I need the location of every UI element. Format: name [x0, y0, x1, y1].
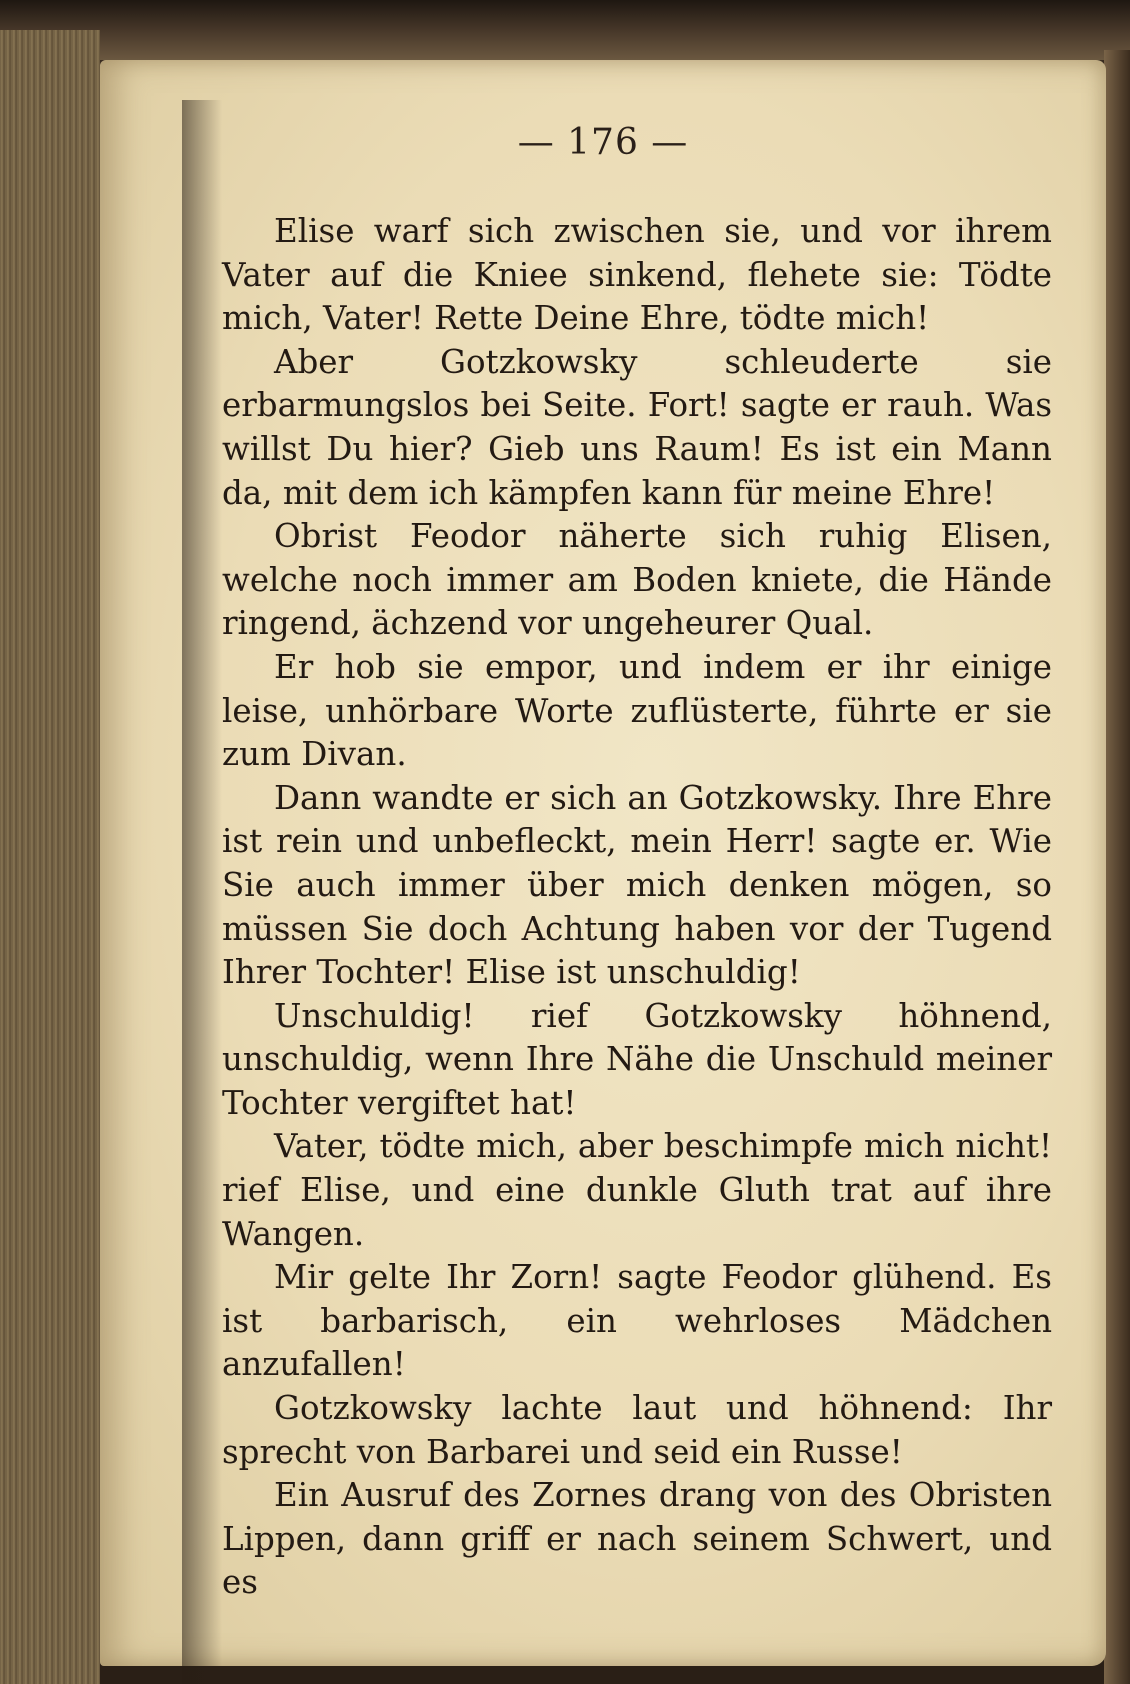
paragraph-8: Mir gelte Ihr Zorn! sagte Feodor glühend. Es ist barbarisch, ein wehrloses Mädchen anzufallen!	[222, 1258, 1052, 1384]
paragraph-3: Obrist Feodor näherte sich ruhig Elisen, welche noch immer am Boden kniete, die Hände ringend, ächzend vor ungeheurer Qual.	[222, 517, 1052, 643]
paragraph-7: Vater, tödte mich, aber beschimpfe mich nicht! rief Elise, und eine dunkle Gluth trat auf ihre Wangen.	[222, 1127, 1052, 1253]
book-top-edge	[0, 0, 1130, 60]
paragraph-5: Dann wandte er sich an Gotzkowsky. Ihre Ehre ist rein und unbefleckt, mein Herr! sagte er. Wie Sie auch immer über mich denken mögen, so müssen Sie doch Achtung haben vor der Tugend Ihrer Tochter! Elise ist unschuldig!	[222, 778, 1052, 992]
paragraph-2: Aber Gotzkowsky schleuderte sie erbarmungslos bei Seite. Fort! sagte er rauh. Was willst Du hier? Gieb uns Raum! Es ist ein Mann da, mit dem ich kämpfen kann für meine Ehre!	[222, 342, 1052, 512]
paragraph-6: Unschuldig! rief Gotzkowsky höhnend, unschuldig, wenn Ihre Nähe die Unschuld meiner Tochter vergiftet hat!	[222, 996, 1052, 1122]
body-text	[222, 210, 1052, 1605]
page-number: — 176 —	[517, 122, 689, 163]
page-stack-edge	[0, 30, 100, 1684]
book-page	[100, 60, 1106, 1666]
paragraph-9: Gotzkowsky lachte laut und höhnend: Ihr sprecht von Barbarei und seid ein Russe!	[222, 1389, 1052, 1471]
spine-shadow	[182, 100, 222, 1684]
paragraph-10: Ein Ausruf des Zornes drang von des Obristen Lippen, dann griff er nach seinem Schwert, und es	[222, 1476, 1052, 1602]
paragraph-4: Er hob sie empor, und indem er ihr einige leise, unhörbare Worte zuflüsterte, führte er sie zum Divan.	[222, 647, 1052, 774]
book-right-edge	[1104, 50, 1130, 1684]
paragraph-1: Elise warf sich zwischen sie, und vor ihrem Vater auf die Kniee sinkend, flehete sie: Tödte mich, Vater! Rette Deine Ehre, tödte mich!	[222, 212, 1052, 338]
